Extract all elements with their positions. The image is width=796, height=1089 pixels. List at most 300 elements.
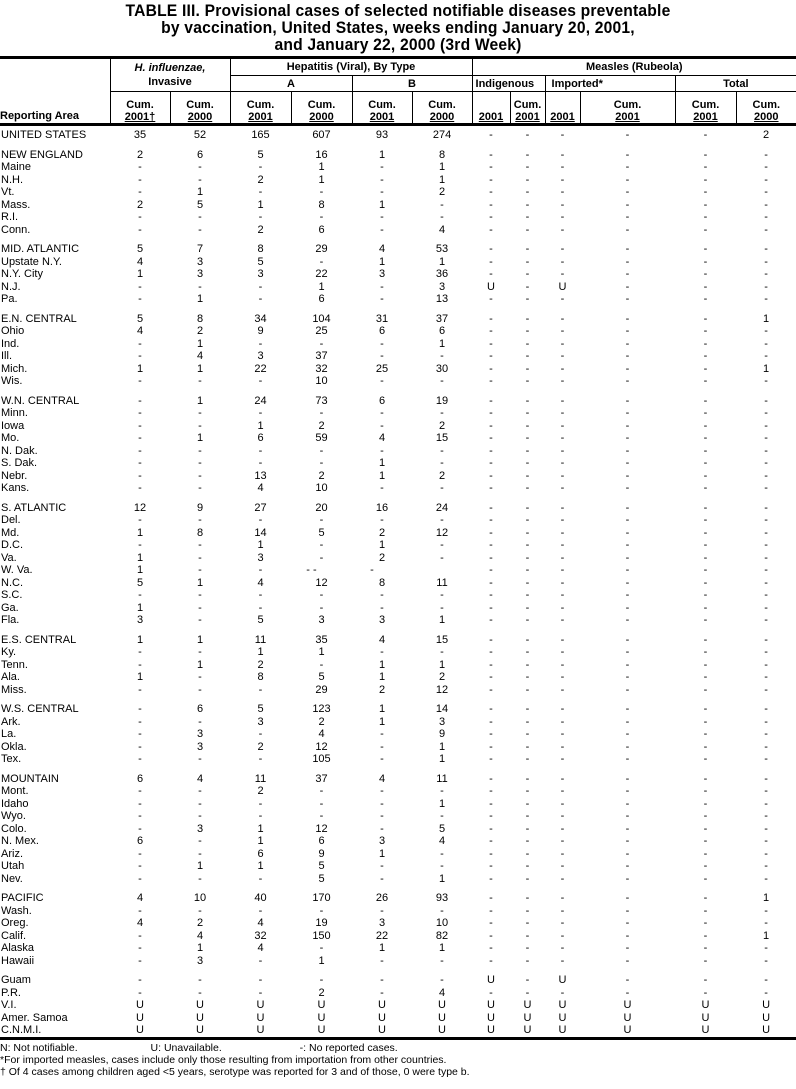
value-cell: 5 [257,148,264,161]
value-cell: - [525,514,530,526]
value-cell: - [489,601,493,614]
value-cell: 1 [196,576,204,589]
value-cell: U [558,1011,567,1024]
reporting-area-cell: MID. ATLANTIC [1,243,80,255]
value-cell: 165 [251,129,270,141]
value-cell: - [560,822,565,835]
value-cell: - [440,601,444,614]
value-cell: 1 [318,280,325,293]
column-header-top: Cum. [246,99,275,111]
value-cell: - [560,325,565,337]
reporting-area-cell: Tenn. [1,658,28,671]
value-cell: - [525,576,530,589]
value-cell: - [380,161,384,173]
value-cell: U [558,974,567,986]
column-header-top: Cum. [613,99,642,111]
value-cell: 4 [438,835,446,847]
value-cell: - [319,211,324,223]
value-cell: - [319,457,324,469]
value-cell: - [138,173,142,186]
value-cell: - [625,715,630,728]
value-cell: 12 [315,576,328,589]
value-cell: 20 [315,501,328,514]
value-cell: - [560,847,565,860]
value-cell: - [625,148,630,161]
value-cell: - [560,161,565,173]
table-row [0,338,796,351]
column-header-year: 2001 [248,111,273,123]
value-cell: 104 [312,312,331,325]
value-cell: U [675,1024,736,1038]
value-cell: 1 [378,539,386,551]
value-cell: - - [306,564,317,576]
value-cell: - [625,350,630,362]
value-cell: - [138,785,142,797]
value-cell: - [560,514,565,526]
value-cell: - [489,785,493,797]
value-cell: - [440,646,444,658]
value-cell: - [138,186,142,198]
value-cell: - [703,917,708,929]
hinf-header [110,58,230,92]
value-cell: - [489,375,493,387]
value-cell: - [525,986,530,999]
value-cell: - [489,457,493,469]
value-cell: - [560,255,565,268]
value-cell: - [525,954,530,967]
value-cell: 1 [136,526,144,539]
value-cell: 5 [318,526,325,539]
value-cell: - [560,198,565,211]
value-cell: - [560,954,565,967]
value-cell: - [489,482,493,494]
value-cell: - [198,986,202,999]
value-cell: - [138,539,142,551]
value-cell: - [489,173,493,186]
table-row [0,766,796,786]
value-cell: - [560,457,565,469]
value-cell: - [525,797,530,810]
value-cell: - [319,186,324,198]
reporting-area-cell: Oreg. [1,917,29,929]
value-cell: 29 [315,683,328,696]
value-cell: - [703,564,708,576]
value-cell: - [625,954,630,967]
value-cell: 1 [378,469,386,482]
value-cell: - [625,375,630,387]
value-cell: - [138,589,142,601]
value-cell: - [198,835,202,847]
value-cell: - [560,860,565,872]
value-cell: - [703,375,708,387]
value-cell: - [198,974,202,986]
value-cell: 5 [318,860,325,872]
value-cell: 1 [257,646,264,658]
value-cell: - [703,929,708,942]
value-cell: 2 [257,785,264,797]
value-cell: - [525,350,530,362]
value-cell: - [525,280,530,293]
value-cell: 1 [438,161,446,173]
value-cell: - [625,312,630,325]
value-cell: 1 [438,872,446,885]
value-cell: - [625,646,630,658]
value-cell: - [703,822,708,835]
value-cell: - [138,482,142,494]
reporting-area-cell: R.I. [1,211,19,223]
column-header-2 [230,92,291,125]
value-cell: - [489,223,493,236]
value-cell: - [525,161,530,173]
value-cell: 1 [378,658,386,671]
value-cell: - [440,904,444,917]
value-cell: 3 [196,268,204,280]
column-header-11 [736,92,796,125]
value-cell: - [625,501,630,514]
reporting-area-cell: Tex. [1,753,22,765]
reporting-area-cell: P.R. [1,986,21,999]
value-cell: - [764,576,768,589]
value-cell: 1 [257,198,264,211]
value-cell: 29 [315,243,328,255]
table-row [0,999,796,1012]
column-header-top: Cum. [307,99,336,111]
value-cell: - [560,753,565,765]
value-cell: - [198,539,202,551]
total-header: Total [675,76,796,92]
value-cell: 12 [315,822,328,835]
value-cell: - [440,482,444,494]
value-cell: - [138,974,142,986]
value-cell: - [258,753,263,765]
table-row [0,930,796,943]
value-cell: - [703,243,708,255]
value-cell: - [764,375,768,387]
value-cell: - [380,589,384,601]
column-header-1 [170,92,230,125]
value-cell: - [560,444,565,457]
value-cell: - [560,614,565,626]
value-cell: - [258,280,263,293]
value-cell: - [525,432,530,444]
value-cell: - [258,601,263,614]
value-cell: 1 [378,847,386,860]
value-cell: 1 [438,255,446,268]
reporting-area-cell: Wis. [1,375,23,387]
value-cell: 3 [196,740,204,753]
reporting-area-cell: C.N.M.I. [0,1024,110,1038]
value-cell: - [525,728,530,740]
value-cell: U [545,1024,580,1038]
value-cell: 16 [315,148,328,161]
value-cell: 1 [196,658,204,671]
value-cell: - [764,715,768,728]
value-cell: 36 [435,268,449,280]
value-cell: - [764,514,768,526]
value-cell: - [625,268,630,280]
value-cell: - [489,514,493,526]
value-cell: - [198,683,202,696]
hep-b-header: B [352,76,472,92]
value-cell: U [487,974,495,986]
value-cell: - [489,526,493,539]
value-cell: - [380,223,384,236]
reporting-area-cell: Ky. [1,646,17,658]
column-header-top: Cum. [513,99,542,111]
column-header-0 [110,92,170,125]
value-cell: - [703,785,708,797]
value-cell: - [198,785,202,797]
value-cell: - [625,432,630,444]
value-cell: 5 [136,243,144,255]
reporting-area-cell: N.H. [1,173,23,186]
value-cell: - [560,576,565,589]
value-cell: - [703,576,708,589]
value-cell: - [319,904,324,917]
value-cell: - [560,350,565,362]
value-cell: - [198,375,202,387]
value-cell: - [489,860,493,872]
reporting-area-cell: Del. [1,514,21,526]
value-cell: - [489,161,493,173]
value-cell: U [623,999,632,1011]
value-cell: - [560,129,565,141]
value-cell: 4 [318,728,325,740]
value-cell: - [138,375,142,387]
reporting-area-cell: E.S. CENTRAL [1,633,77,646]
column-subheaders [0,92,796,125]
value-cell: - [258,683,263,696]
reporting-area-cell: Colo. [1,822,27,835]
column-header-year: 2001 [478,111,504,123]
value-cell: - [138,161,142,173]
value-cell: - [489,797,493,810]
value-cell: 4 [378,243,386,255]
value-cell: - [138,658,142,671]
value-cell: - [489,715,493,728]
value-cell: - [380,860,384,872]
value-cell: - [703,904,708,917]
value-cell: - [703,350,708,362]
value-cell: - [703,797,708,810]
value-cell: - [198,810,202,822]
table-row [0,325,796,338]
value-cell: - [625,211,630,223]
value-cell: - [625,394,630,407]
value-cell: - [625,986,630,999]
column-header-year: 2001 [515,111,540,123]
table-row [0,470,796,483]
table-row [0,514,796,527]
measles-header: Measles (Rubeola) [472,58,796,76]
value-cell: - [380,173,384,186]
reporting-area-cell: W. Va. [1,564,33,576]
value-cell: - [764,293,768,305]
value-cell: 35 [315,633,328,646]
table-row [0,306,796,326]
reporting-area-cell: Okla. [1,740,27,753]
value-cell: - [625,703,630,715]
reporting-area-cell: N.Y. City [1,268,43,280]
value-cell: 4 [257,917,264,929]
value-cell: - [625,683,630,696]
value-cell: - [319,589,324,601]
table-row [0,256,796,269]
value-cell: 4 [378,432,386,444]
value-cell: - [764,211,768,223]
value-cell: 1 [136,601,144,614]
hepatitis-header: Hepatitis (Viral), By Type [230,58,472,76]
reporting-area-cell: D.C. [1,539,23,551]
value-cell: - [625,293,630,305]
value-cell: 3 [196,255,204,268]
value-cell: 3 [196,728,204,740]
value-cell: - [319,255,324,268]
value-cell: - [703,728,708,740]
value-cell: - [489,293,493,305]
value-cell: - [440,407,444,419]
value-cell: - [489,432,493,444]
table-row [0,432,796,445]
value-cell: - [258,904,263,917]
value-cell: - [625,129,630,141]
value-cell: 1 [318,173,325,186]
value-cell: - [764,444,768,457]
value-cell: 1 [196,394,204,407]
value-cell: - [138,904,142,917]
reporting-area-cell: S.C. [1,589,23,601]
value-cell: 4 [136,917,144,929]
value-cell: 1 [136,633,144,646]
reporting-area-cell: Mass. [1,198,31,211]
value-cell: - [764,658,768,671]
value-cell: - [489,683,493,696]
value-cell: U [196,1011,204,1024]
value-cell: - [560,551,565,564]
value-cell: - [764,268,768,280]
value-cell: 3 [378,268,386,280]
value-cell: - [764,835,768,847]
value-cell: 3 [257,715,264,728]
reporting-area-cell: Ark. [1,715,21,728]
value-cell: - [560,785,565,797]
column-header-year: 2001 [615,111,640,123]
table-row [0,281,796,294]
value-cell: - [198,551,202,564]
value-cell: 1 [196,337,204,350]
value-cell: 8 [257,243,264,255]
value-cell: 1 [762,929,770,942]
column-header-7 [510,92,545,125]
value-cell: - [380,280,384,293]
value-cell: - [319,785,324,797]
reporting-area-cell: Md. [1,526,20,539]
value-cell: - [198,514,202,526]
table-row [0,445,796,458]
reporting-area-cell: Amer. Samoa [1,1011,68,1024]
value-cell: - [525,753,530,765]
value-cell: - [138,753,142,765]
value-cell: - [525,444,530,457]
value-cell: - [489,904,493,917]
value-cell: 22 [315,268,328,280]
value-cell: - [764,394,768,407]
value-cell: - [625,362,630,375]
value-cell: U [623,1011,632,1024]
value-cell: U [196,999,204,1011]
table-row [0,375,796,388]
value-cell: - [489,539,493,551]
value-cell: 150 [312,929,331,942]
value-cell: - [440,211,444,223]
value-cell: - [560,362,565,375]
value-cell: 13 [254,469,267,482]
value-cell: 1 [196,860,204,872]
value-cell: - [764,847,768,860]
value-cell: U [523,1011,532,1024]
value-cell: 1 [318,161,325,173]
value-cell: - [138,872,142,885]
value-cell: - [489,576,493,589]
value-cell: - [138,407,142,419]
value-cell: - [489,929,493,942]
title-line-1: TABLE III. Provisional cases of selected notifiable diseases preventable [125,1,671,20]
value-cell: - [258,375,263,387]
value-cell: - [625,526,630,539]
value-cell: 2 [762,129,770,141]
value-cell: - [489,671,493,683]
value-cell: - [319,514,324,526]
value-cell: - [489,337,493,350]
value-cell: - [489,211,493,223]
column-header-top: Cum. [752,99,781,111]
value-cell: - [525,646,530,658]
table-row [0,860,796,873]
reporting-area-cell: Ariz. [1,847,23,860]
value-cell: 34 [254,312,267,325]
value-cell: - [625,753,630,765]
value-cell: 3 [378,917,386,929]
table-row [0,942,796,955]
value-cell: - [380,974,384,986]
value-cell: 6 [438,325,446,337]
value-cell: 1 [762,892,770,904]
value-cell: - [560,740,565,753]
value-cell: 4 [196,772,204,785]
value-cell: - [380,444,384,457]
table-row [0,917,796,930]
value-cell: 2 [196,917,204,929]
table-row [0,482,796,495]
value-cell: - [198,211,202,223]
value-cell: - [489,255,493,268]
value-cell: - [525,186,530,198]
value-cell: 1 [762,312,770,325]
reporting-area-cell: Nebr. [1,469,28,482]
value-cell: - [703,407,708,419]
value-cell: 25 [315,325,328,337]
value-cell: 37 [315,772,328,785]
value-cell: - [138,728,142,740]
value-cell: - [764,785,768,797]
value-cell: - [703,148,708,161]
value-cell: - [489,703,493,715]
value-cell: - [703,186,708,198]
value-cell: - [703,772,708,785]
value-cell: - [764,432,768,444]
value-cell: - [138,293,142,305]
value-cell: - [489,822,493,835]
